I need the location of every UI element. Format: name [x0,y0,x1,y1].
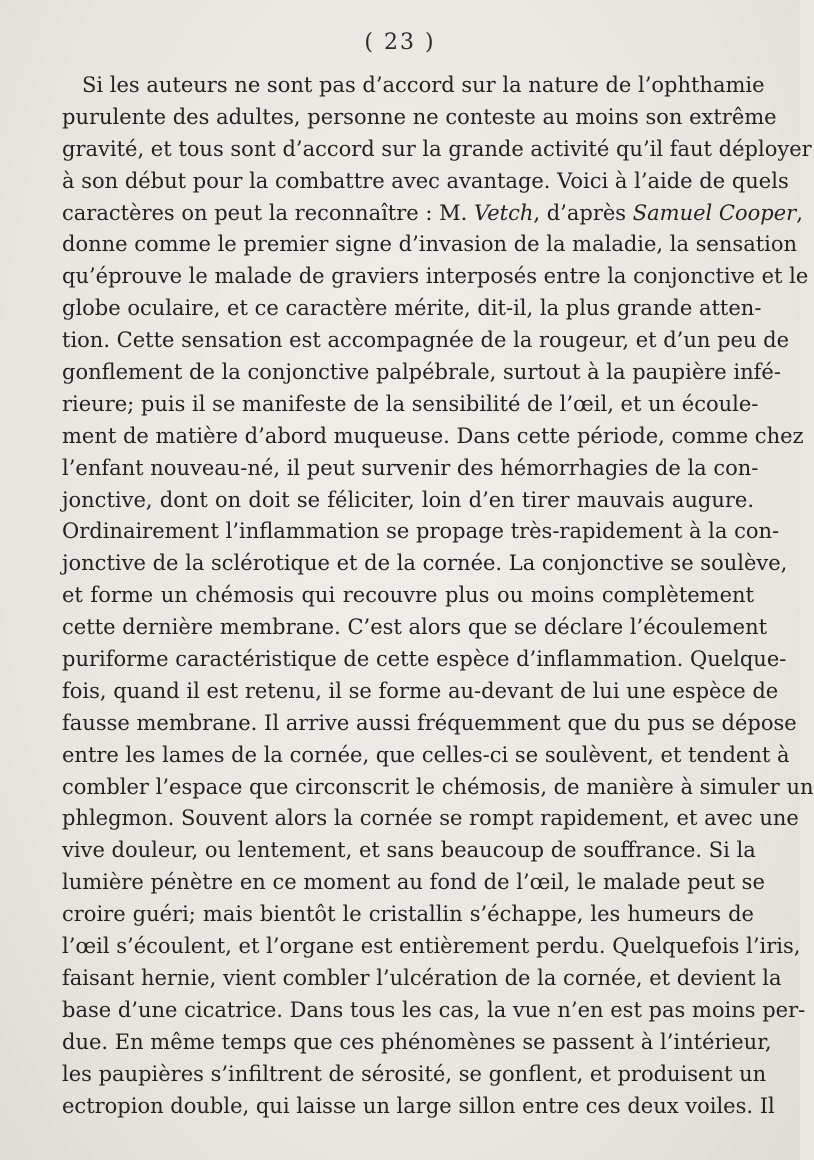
text-line: Si les auteurs ne sont pas d’accord sur la nature de l’ophthamie [82,73,765,97]
text-line: fois, quand il est retenu, il se forme au-devant de lui une espèce de [62,678,779,703]
text-line: rieure; puis il se manifeste de la sensibilité de l’œil, et un écoule- [62,391,759,416]
text-line: base d’une cicatrice. Dans tous les cas, la vue n’en est pas moins per- [62,997,806,1022]
text-line [62,198,803,230]
text-line: gonflement de la conjonctive palpébrale, surtout à la paupière infé- [62,360,781,385]
text-line: ectropion double, qui laisse un large sillon entre ces deux voiles. Il [62,1093,775,1118]
page-number: ( 23 ) [364,30,436,55]
text-line: due. En même temps que ces phénomènes se passent à l’intérieur, [62,1029,772,1054]
text-line: jonctive, dont on doit se féliciter, loin d’en tirer mauvais augure. [62,487,754,512]
text-line: jonctive de la sclérotique et de la cornée. La conjonctive se soulève, [62,551,788,576]
text-line: faisant hernie, vient combler l’ulcération de la cornée, et devient la [62,965,782,990]
text-line: phlegmon. Souvent alors la cornée se rompt rapidement, et avec une [62,806,799,831]
text-line: gravité, et tous sont d’accord sur la grande activité qu’il faut déployer [62,136,812,161]
text-line: purulente des adultes, personne ne conteste au moins son extrême [62,104,777,129]
text-segment: , [796,200,803,225]
text-line: donne comme le premier signe d’invasion de la maladie, la sensation [62,232,798,257]
body-text [62,70,814,1122]
text-line: et forme un chémosis qui recouvre plus ou moins complètement [62,583,754,608]
text-line: ment de matière d’abord muqueuse. Dans cette période, comme chez [62,423,804,448]
text-line: globe oculaire, et ce caractère mérite, dit-il, la plus grande atten- [62,296,762,321]
text-segment: caractères on peut la reconnaître : M. [62,200,474,225]
text-line: vive douleur, ou lentement, et sans beaucoup de souffrance. Si la [62,838,756,863]
text-line: cette dernière membrane. C’est alors que se déclare l’écoulement [62,615,768,640]
text-line: les paupières s’infiltrent de sérosité, se gonflent, et produisent un [62,1061,767,1086]
text-line: l’œil s’écoulent, et l’organe est entièrement perdu. Quelquefois l’iris, [62,934,801,959]
text-line: combler l’espace que circonscrit le chémosis, de manière à simuler un [62,774,814,799]
text-line: entre les lames de la cornée, que celles-ci se soulèvent, et tendent à [62,742,790,767]
text-segment: , d’après [533,200,633,225]
text-line: à son début pour la combattre avec avantage. Voici à l’aide de quels [62,168,789,193]
author-name: Samuel Cooper [632,200,797,225]
text-line: Ordinairement l’inflammation se propage très-rapidement à la con- [62,519,780,544]
text-line: lumière pénètre en ce moment au fond de l’œil, le malade peut se [62,870,765,895]
text-line: l’enfant nouveau-né, il peut survenir des hémorrhagies de la con- [62,455,759,480]
text-line: croire guéri; mais bientôt le cristallin s’échappe, les humeurs de [62,902,754,927]
text-line: fausse membrane. Il arrive aussi fréquemment que du pus se dépose [62,710,797,735]
text-line: tion. Cette sensation est accompagnée de la rougeur, et d’un peu de [62,328,790,353]
author-name: Vetch [474,200,534,225]
text-line: qu’éprouve le malade de graviers interposés entre la conjonctive et le [62,264,809,289]
text-line: puriforme caractéristique de cette espèce d’inflammation. Quelque- [62,647,787,672]
